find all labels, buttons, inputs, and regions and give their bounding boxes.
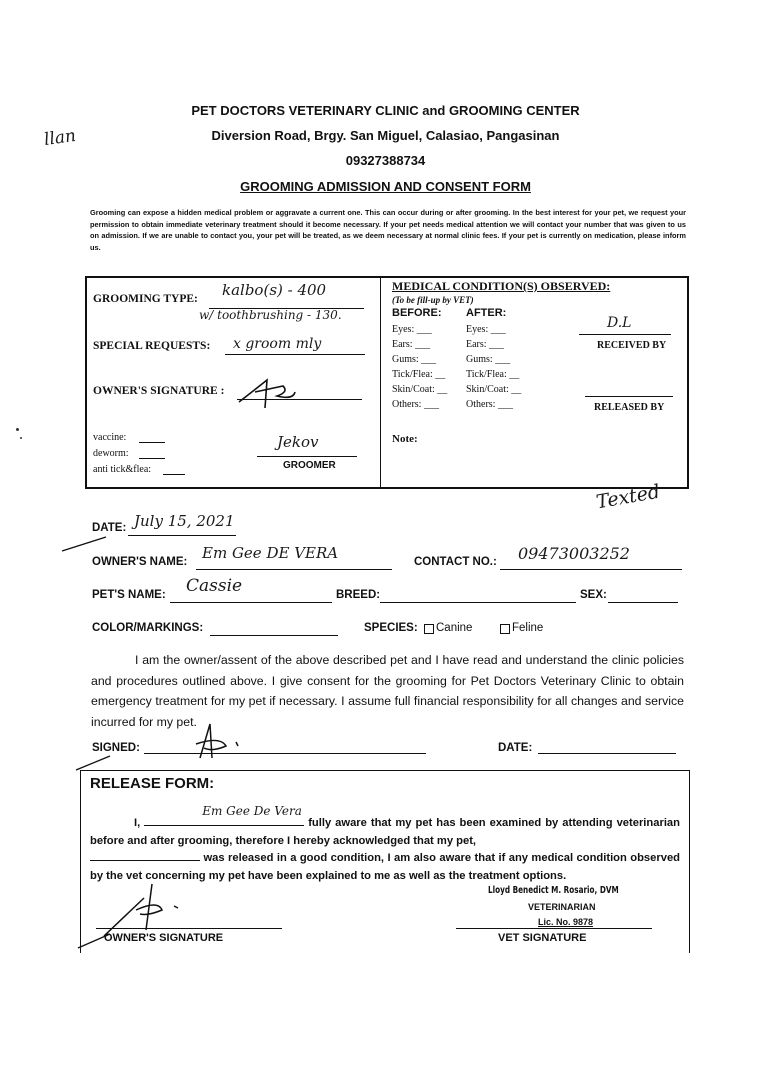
vet-sig-label: VET SIGNATURE	[498, 932, 587, 944]
owner-signature-label: OWNER'S SIGNATURE :	[93, 385, 225, 397]
groomer-label: GROOMER	[283, 460, 336, 471]
pet-name-value[interactable]: Cassie	[186, 576, 243, 596]
clinic-address: Diversion Road, Brgy. San Miguel, Calasiao, Pangasinan	[211, 128, 560, 143]
grooming-medical-box	[85, 276, 689, 489]
contact-value[interactable]: 09473003252	[518, 544, 630, 563]
received-by-label: RECEIVED BY	[597, 340, 667, 351]
pen-stroke-2	[74, 752, 114, 772]
clinic-name: PET DOCTORS VETERINARY CLINIC and GROOMING CENTER	[191, 103, 580, 118]
release-pet-line[interactable]	[90, 848, 200, 861]
before-skin[interactable]: Skin/Coat: __	[392, 384, 448, 395]
grooming-type-value-2[interactable]: w/ toothbrushing - 130.	[199, 308, 342, 322]
medical-subtitle: (To be fill-up by VET)	[392, 295, 474, 305]
received-by-value[interactable]: D.L	[607, 315, 632, 331]
released-by-label: RELEASED BY	[594, 402, 665, 413]
canine-label: Canine	[436, 622, 473, 634]
after-ears[interactable]: Ears: ___	[466, 339, 505, 350]
deworm-label: deworm:	[93, 448, 129, 459]
after-gums[interactable]: Gums: ___	[466, 354, 511, 365]
contact-line	[500, 569, 682, 570]
before-label: BEFORE:	[392, 307, 442, 319]
released-by-line	[585, 396, 673, 397]
after-eyes[interactable]: Eyes: ___	[466, 324, 506, 335]
groomer-line	[257, 456, 357, 457]
date-value[interactable]: July 15, 2021	[134, 512, 235, 530]
release-owner-scribble[interactable]	[100, 880, 190, 940]
date-label: DATE:	[92, 522, 127, 534]
note-label: Note:	[392, 433, 418, 445]
after-label: AFTER:	[466, 307, 507, 319]
canine-checkbox[interactable]	[424, 624, 434, 634]
grooming-type-label: GROOMING TYPE:	[93, 293, 198, 305]
sex-label: SEX:	[580, 589, 607, 601]
after-tick[interactable]: Tick/Flea: __	[466, 369, 520, 380]
stray-mark	[20, 437, 22, 439]
owner-name-line	[196, 569, 392, 570]
owner-name-label: OWNER'S NAME:	[92, 556, 188, 568]
stray-mark	[16, 428, 19, 431]
signed-label: SIGNED:	[92, 742, 140, 754]
intro-paragraph: Grooming can expose a hidden medical problem or aggravate a current one. This can occur during or after grooming. In the best interest for your pet, we request your permission to obtain immediate veterinary treatment should it become necessary. If your pet needs medical attention we will contact your number that was given to us on admission. If we are unable to contact you, your pet will be treated, as we deem necessary at normal clinic fees. If your pet is currently on medication, please inform us.	[90, 208, 686, 252]
antitick-label: anti tick&flea:	[93, 464, 152, 475]
color-label: COLOR/MARKINGS:	[92, 622, 204, 634]
feline-checkbox[interactable]	[500, 624, 510, 634]
breed-line[interactable]	[380, 602, 576, 603]
margin-note: llan	[42, 125, 78, 151]
special-requests-line	[225, 354, 365, 355]
box-divider	[380, 278, 381, 487]
vet-name: Lloyd Benedict M. Rosario, DVM	[488, 885, 619, 896]
after-skin[interactable]: Skin/Coat: __	[466, 384, 522, 395]
release-owner-line	[144, 804, 304, 826]
release-text-1: fully aware that my pet has been examined by attending veterinarian before and after grooming, therefore I hereby acknowledged that my pet,	[90, 817, 680, 847]
texted-note: Texted	[594, 480, 662, 514]
after-others[interactable]: Others: ___	[466, 399, 513, 410]
special-requests-label: SPECIAL REQUESTS:	[93, 340, 211, 352]
release-text-2: was released in a good condition, I am also aware that if any medical condition observed by the vet concerning my pet have been explained to me as well as the treatment options.	[90, 852, 681, 882]
antitick-line[interactable]	[163, 474, 185, 475]
grooming-type-value[interactable]: kalbo(s) - 400	[222, 281, 327, 299]
feline-label: Feline	[512, 622, 544, 634]
medical-title: MEDICAL CONDITION(S) OBSERVED:	[392, 279, 611, 293]
before-others[interactable]: Others: ___	[392, 399, 439, 410]
owner-signature-scribble[interactable]	[237, 370, 307, 410]
signed-date-line[interactable]	[538, 753, 676, 754]
deworm-line[interactable]	[139, 458, 165, 459]
signed-date-label: DATE:	[498, 742, 533, 754]
signed-line	[144, 753, 426, 754]
breed-label: BREED:	[336, 589, 381, 601]
clinic-phone: 09327388734	[345, 153, 426, 168]
before-ears[interactable]: Ears: ___	[392, 339, 431, 350]
vaccine-label: vaccine:	[93, 432, 127, 443]
species-label: SPECIES:	[364, 622, 418, 634]
release-title: RELEASE FORM:	[90, 775, 215, 792]
before-eyes[interactable]: Eyes: ___	[392, 324, 432, 335]
pet-name-label: PET'S NAME:	[92, 589, 166, 601]
consent-paragraph: I am the owner/assent of the above described pet and I have read and understand the clinic policies and procedures outlined above. I give consent for the grooming for Pet Doctors Veterinary Clinic to obtain emergency treatment for my pet if necessary. I assume full financial responsibility for all changes and service incurred for my pet.	[91, 653, 684, 729]
sex-line[interactable]	[608, 602, 678, 603]
received-by-line	[579, 334, 671, 335]
form-title: GROOMING ADMISSION AND CONSENT FORM	[240, 179, 531, 194]
release-owner-value[interactable]: Em Gee De Vera	[202, 804, 302, 818]
pen-stroke	[60, 535, 110, 555]
special-requests-value[interactable]: x groom mly	[233, 336, 322, 352]
vet-license: Lic. No. 9878	[538, 917, 594, 927]
pet-name-line	[170, 602, 332, 603]
pen-stroke-3	[76, 932, 116, 950]
vet-title: VETERINARIAN	[528, 902, 596, 912]
owner-sig-label: OWNER'S SIGNATURE	[104, 932, 224, 944]
release-owner-sig-line	[96, 928, 282, 929]
signed-scribble[interactable]	[190, 722, 250, 762]
before-tick[interactable]: Tick/Flea: __	[392, 369, 446, 380]
release-line-1	[90, 804, 680, 850]
owner-name-value[interactable]: Em Gee DE VERA	[202, 544, 339, 562]
release-i-label: I,	[134, 817, 141, 829]
before-gums[interactable]: Gums: ___	[392, 354, 437, 365]
date-line	[128, 535, 236, 536]
groomer-value[interactable]: Jekov	[277, 433, 319, 451]
contact-label: CONTACT NO.:	[414, 556, 497, 568]
vet-sig-line	[456, 928, 652, 929]
vaccine-line[interactable]	[139, 442, 165, 443]
color-line[interactable]	[210, 635, 338, 636]
